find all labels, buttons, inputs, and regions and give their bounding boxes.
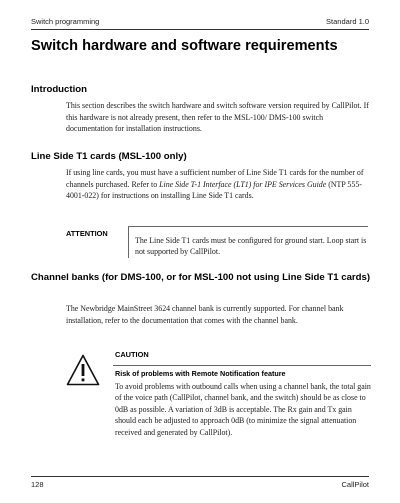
footer-rule <box>31 476 369 477</box>
caution-title: Risk of problems with Remote Notification feature <box>115 369 286 378</box>
attention-note: The Line Side T1 cards must be configured for ground start. Loop start is not supported by CallPilot. <box>128 226 368 258</box>
page-title: Switch hardware and software requirements <box>31 38 338 54</box>
caution-label: CAUTION <box>115 350 149 359</box>
header-version: Standard 1.0 <box>326 17 369 26</box>
t1-body <box>66 167 371 202</box>
header-rule <box>31 29 369 30</box>
t1-body-before: If using line cards, you must have a sufficient number of Line Side T1 cards for the number of channels purchased. Refer to <box>66 168 364 189</box>
channel-banks-heading: Channel banks (for DMS-100, or for MSL-100 not using Line Side T1 cards) <box>31 272 371 283</box>
warning-triangle-icon <box>66 354 100 386</box>
intro-body: This section describes the switch hardware and switch software version required by CallPilot. If this hardware is not already present, then refer to the MSL-100/ DMS-100 switch documentation for installation instructions. <box>66 101 369 134</box>
header-section: Switch programming <box>31 17 100 26</box>
channel-banks-body: The Newbridge MainStreet 3624 channel bank is currently supported. For channel bank installation, refer to the documentation that comes with the channel bank. <box>66 304 344 325</box>
t1-body-after: (NTP 555-4001-022) for instructions on installing Line Side T1 cards. <box>66 179 362 201</box>
running-header <box>31 14 369 28</box>
caution-rule <box>113 365 371 366</box>
attention-label: ATTENTION <box>66 229 108 238</box>
caution-body: To avoid problems with outbound calls when using a channel bank, the total gain of the voice path (CallPilot, channel bank, and the switch) should be as close to 0dB as possible. A variation of 3dB is acceptable. The Rx gain and Tx gain should each be adjusted to approach 0dB (to minimize the signal attenuation received and generated by CallPilot). <box>115 382 371 437</box>
t1-heading: Line Side T1 cards (MSL-100 only) <box>31 151 187 162</box>
footer-product: CallPilot <box>341 480 369 489</box>
intro-heading: Introduction <box>31 84 87 95</box>
page-number: 128 <box>31 480 44 489</box>
t1-guide-reference: Line Side T-1 Interface (LT1) for IPE Services Guide <box>159 179 327 189</box>
